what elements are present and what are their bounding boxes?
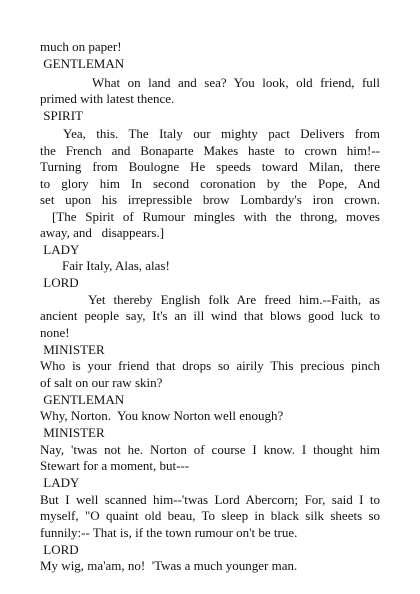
text-line: funnily:-- That is, if the town rumour on't be true. [40, 525, 298, 540]
speaker-name: GENTLEMAN [40, 392, 125, 407]
speaker-name: LORD [40, 275, 79, 290]
text-line: Fair Italy, Alas, alas! [62, 258, 170, 273]
text-line: Nay, 'twas not he. Norton of course I know. I thought him [40, 442, 380, 457]
text-line: none! [40, 325, 70, 340]
text-line: Yet thereby English folk Are freed him.--Faith, as [88, 292, 380, 307]
text-line: Why, Norton. You know Norton well enough? [40, 408, 284, 423]
stage-direction: away, and disappears.] [40, 225, 165, 240]
speaker-name: LADY [40, 475, 80, 490]
text-line: But I well scanned him--'twas Lord Abercorn; For, said I to [40, 492, 380, 507]
text-line: to glory him In second coronation by the Pope, And [40, 176, 380, 191]
text-line: My wig, ma'am, no! 'Twas a much younger man. [40, 558, 298, 573]
text-line: Stewart for a moment, but--- [40, 458, 190, 473]
text-line: What on land and sea? You look, old friend, full [92, 75, 380, 90]
stage-direction: [The Spirit of Rumour mingles with the throng, moves [52, 209, 380, 224]
text-line: the French and Bonaparte Makes haste to crown him!-- [40, 143, 380, 158]
speaker-name: MINISTER [40, 425, 105, 440]
text-line: of salt on our raw skin? [40, 375, 163, 390]
text-line: ancient people say, It's an ill wind that blows good luck to [40, 308, 380, 323]
text-line: primed with latest thence. [40, 91, 175, 106]
speaker-name: LADY [40, 242, 80, 257]
text-line: myself, "O quaint old beau, To sleep in black silk sheets so [40, 508, 380, 523]
text-line: set upon his irrepressible brow Lombardy's iron crown. [40, 192, 380, 207]
speaker-name: GENTLEMAN [40, 56, 125, 71]
text-line: Who is your friend that drops so airily This precious pinch [40, 358, 380, 373]
speaker-name: SPIRIT [40, 108, 83, 123]
text-line: Yea, this. The Italy our mighty pact Delivers from [63, 126, 380, 141]
text-line: much on paper! [40, 39, 122, 54]
speaker-name: LORD [40, 542, 79, 557]
speaker-name: MINISTER [40, 342, 105, 357]
text-line: Turning from Boulogne He speeds toward Milan, there [40, 159, 380, 174]
